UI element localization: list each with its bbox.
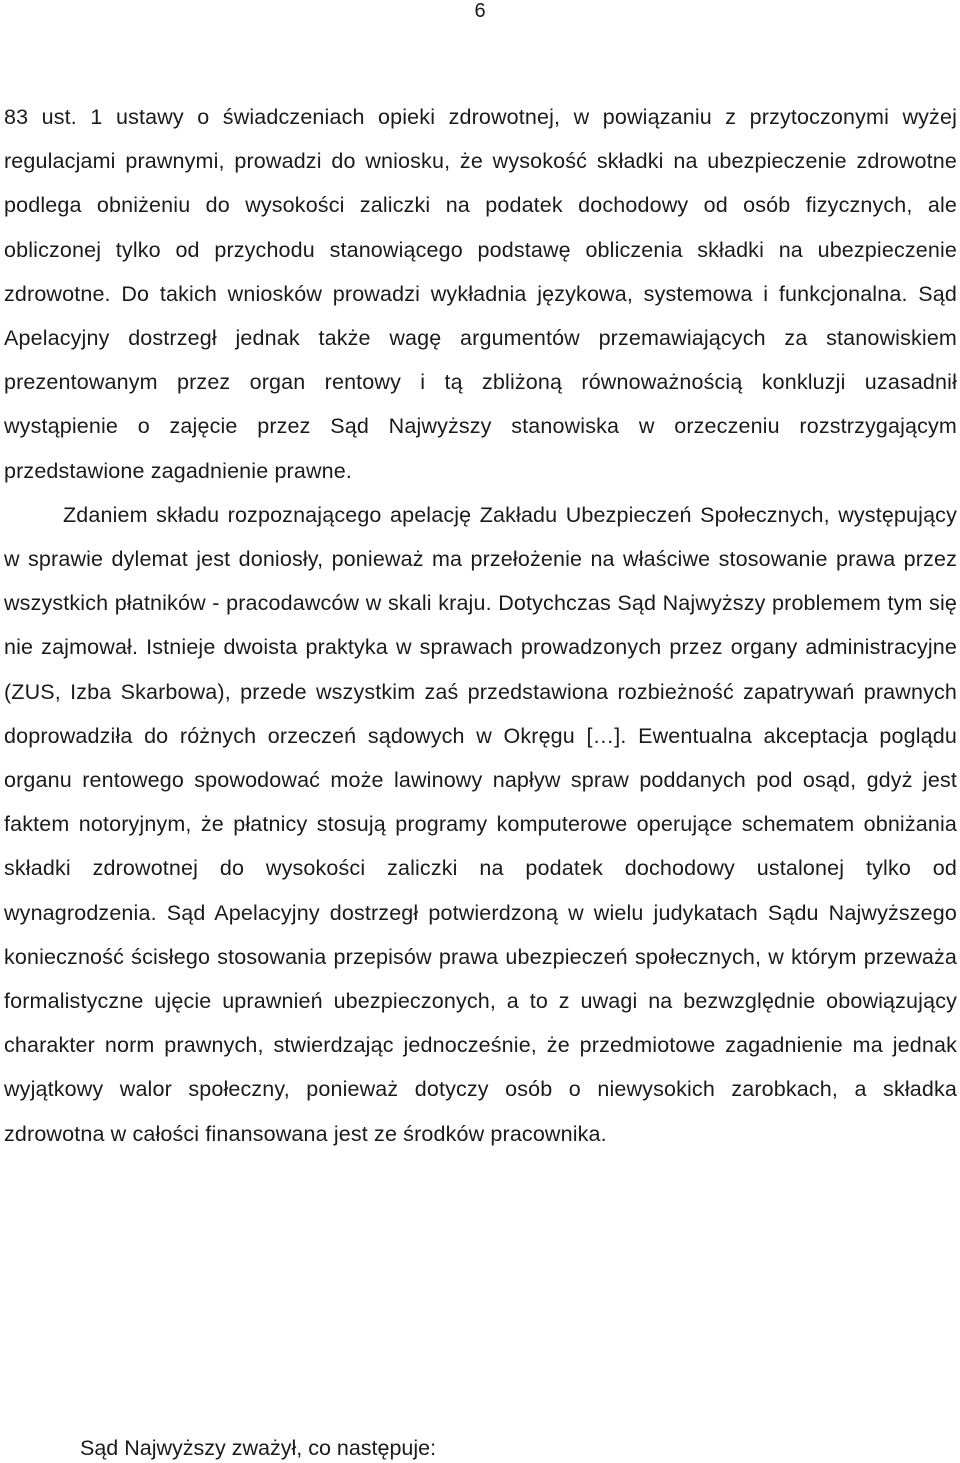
closing-heading: Sąd Najwyższy zważył, co następuje: <box>80 1436 437 1460</box>
document-body <box>4 95 957 1156</box>
paragraph-statute-reasoning: 83 ust. 1 ustawy o świadczeniach opieki zdrowotnej, w powiązaniu z przytoczonymi wyżej regulacjami prawnymi, prowadzi do wniosku, że wysokość składki na ubezpieczenie zdrowotne podlega obniżeniu do wysokości zaliczki na podatek dochodowy od osób fizycznych, ale obliczonej tylko od przychodu stanowiącego podstawę obliczenia składki na ubezpieczenie zdrowotne. Do takich wniosków prowadzi wykładnia językowa, systemowa i funkcjonalna. Sąd Apelacyjny dostrzegł jednak także wagę argumentów przemawiających za stanowiskiem prezentowanym przez organ rentowy i tą zbliżoną równoważnością konkluzji uzasadnił wystąpienie o zajęcie przez Sąd Najwyższy stanowiska w orzeczeniu rozstrzygającym przedstawione zagadnienie prawne. <box>4 105 957 483</box>
paragraph-court-opinion: Zdaniem składu rozpoznającego apelację Zakładu Ubezpieczeń Społecznych, występujący w sprawie dylemat jest doniosły, ponieważ ma przełożenie na właściwe stosowanie prawa przez wszystkich płatników - pracodawców w skali kraju. Dotychczas Sąd Najwyższy problemem tym się nie zajmował. Istnieje dwoista praktyka w sprawach prowadzonych przez organy administracyjne (ZUS, Izba Skarbowa), przede wszystkim zaś przedstawiona rozbieżność zapatrywań prawnych doprowadziła do różnych orzeczeń sądowych w Okręgu […]. Ewentualna akceptacja poglądu organu rentowego spowodować może lawinowy napływ spraw poddanych pod osąd, gdyż jest faktem notoryjnym, że płatnicy stosują programy komputerowe operujące schematem obniżania składki zdrowotnej do wysokości zaliczki na podatek dochodowy ustalonej tylko od wynagrodzenia. Sąd Apelacyjny dostrzegł potwierdzoną w wielu judykatach Sądu Najwyższego konieczność ścisłego stosowania przepisów prawa ubezpieczeń społecznych, w którym przeważa formalistyczne ujęcie uprawnień ubezpieczonych, a to z uwagi na bezwzględnie obowiązujący charakter norm prawnych, stwierdzając jednocześnie, że przedmiotowe zagadnienie ma jednak wyjątkowy walor społeczny, ponieważ dotyczy osób o niewysokich zarobkach, a składka zdrowotna w całości finansowana jest ze środków pracownika. <box>4 502 957 1146</box>
page-number: 6 <box>474 0 486 22</box>
